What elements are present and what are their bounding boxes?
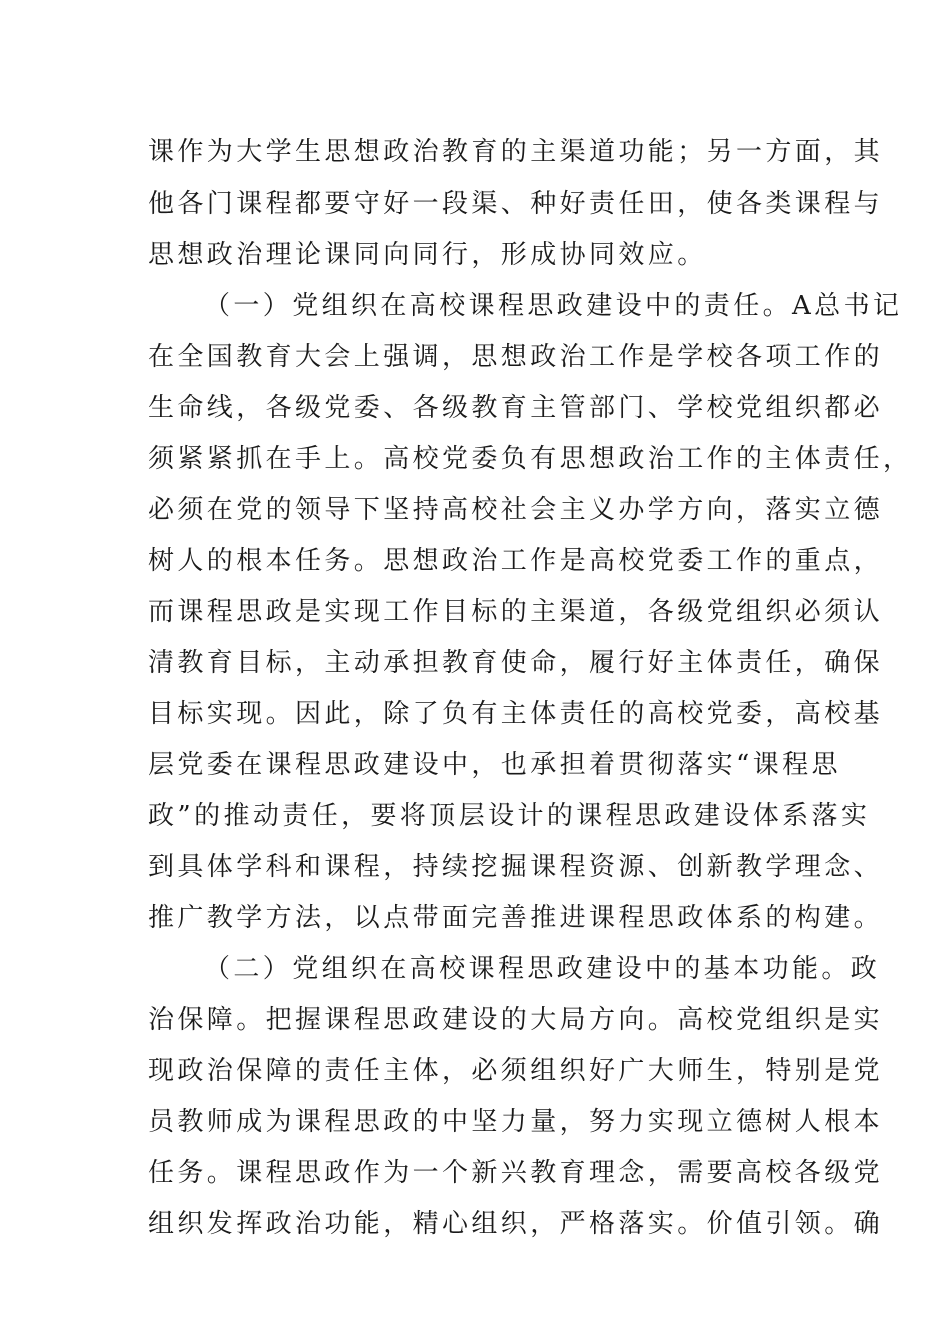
text-line-16: 推广教学方法，以点带面完善推进课程思政体系的构建。 [148, 903, 884, 933]
text-line-14: 政”的推动责任，要将顶层设计的课程思政建设体系落实 [148, 801, 871, 831]
text-line-15: 到具体学科和课程，持续挖掘课程资源、创新教学理念、 [148, 852, 884, 882]
text-line-7: 须紧紧抓在手上。高校党委负有思想政治工作的主体责任， [148, 444, 913, 474]
text-line-5: 在全国教育大会上强调，思想政治工作是学校各项工作的 [148, 342, 884, 372]
text-line-3: 思想政治理论课同向同行，形成协同效应。 [148, 240, 707, 270]
text-line-2: 他各门课程都要守好一段渠、种好责任田，使各类课程与 [148, 189, 884, 219]
text-line-8: 必须在党的领导下坚持高校社会主义办学方向，落实立德 [148, 495, 884, 525]
text-line-11: 清教育目标，主动承担教育使命，履行好主体责任，确保 [148, 648, 884, 678]
text-line-18: 治保障。把握课程思政建设的大局方向。高校党组织是实 [148, 1005, 884, 1035]
text-line-6: 生命线，各级党委、各级教育主管部门、学校党组织都必 [148, 393, 884, 423]
text-line-19: 现政治保障的责任主体，必须组织好广大师生，特别是党 [148, 1056, 884, 1086]
text-line-9: 树人的根本任务。思想政治工作是高校党委工作的重点， [148, 546, 884, 576]
text-line-10: 而课程思政是实现工作目标的主渠道，各级党组织必须认 [148, 597, 884, 627]
text-line-21: 任务。课程思政作为一个新兴教育理念，需要高校各级党 [148, 1158, 884, 1188]
text-line-20: 员教师成为课程思政的中坚力量，努力实现立德树人根本 [148, 1107, 884, 1137]
section-heading-1: （一）党组织在高校课程思政建设中的责任。A总书记 [204, 291, 903, 321]
text-line-1: 课作为大学生思想政治教育的主渠道功能；另一方面，其 [148, 137, 884, 167]
section-heading-2: （二）党组织在高校课程思政建设中的基本功能。政 [204, 954, 881, 984]
text-line-22: 组织发挥政治功能，精心组织，严格落实。价值引领。确 [148, 1209, 884, 1239]
text-line-12: 目标实现。因此，除了负有主体责任的高校党委，高校基 [148, 699, 884, 729]
text-line-13: 层党委在课程思政建设中，也承担着贯彻落实“课程思 [148, 750, 841, 780]
